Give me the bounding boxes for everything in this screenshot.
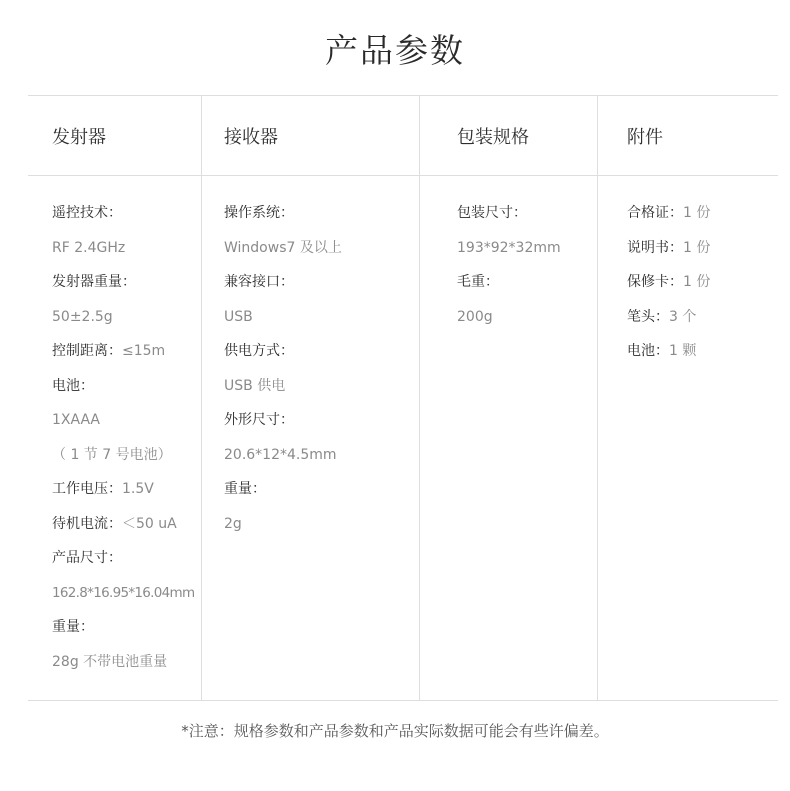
spec-value: RF 2.4GHz — [52, 239, 126, 256]
spec-key: 重量： — [52, 619, 94, 635]
spec-row — [52, 541, 194, 576]
spec-value: USB — [224, 308, 253, 325]
spec-value: USB 供电 — [224, 377, 286, 394]
spec-row — [52, 507, 194, 542]
spec-row — [224, 265, 342, 300]
column-heading-receiver: 接收器 — [224, 127, 278, 148]
spec-key: 电池： — [627, 343, 669, 359]
spec-key: 外形尺寸： — [224, 412, 294, 428]
spec-key: 重量： — [224, 481, 266, 497]
spec-row — [627, 300, 710, 335]
spec-value: 50±2.5g — [52, 308, 113, 325]
column-heading-packaging: 包装规格 — [457, 127, 529, 148]
spec-value: 1XAAA — [52, 412, 101, 428]
spec-value: ＜50 uA — [122, 515, 177, 532]
spec-value: 1 份 — [683, 239, 711, 256]
spec-row — [224, 507, 342, 542]
spec-row — [224, 300, 342, 335]
spec-value: （ 1 节 7 号电池） — [52, 446, 172, 463]
spec-row — [627, 231, 710, 266]
spec-key: 操作系统： — [224, 205, 294, 221]
spec-key: 说明书： — [627, 239, 683, 256]
spec-row — [224, 369, 342, 404]
column-divider — [419, 95, 420, 700]
spec-row — [224, 334, 342, 369]
spec-row — [224, 438, 342, 473]
page-title: 产品参数 — [325, 31, 465, 70]
spec-key: 供电方式： — [224, 343, 294, 359]
spec-row — [52, 334, 194, 369]
spec-value: 1 份 — [683, 274, 711, 290]
spec-row — [52, 369, 194, 404]
spec-key: 产品尺寸： — [52, 550, 122, 566]
disclaimer-note: *注意：规格参数和产品参数和产品实际数据可能会有些许偏差。 — [181, 722, 609, 740]
spec-row — [457, 300, 561, 335]
spec-key: 兼容接口： — [224, 274, 294, 290]
table-top-divider — [28, 95, 778, 96]
spec-row — [224, 472, 342, 507]
spec-key: 电池： — [52, 377, 94, 394]
spec-row — [224, 403, 342, 438]
spec-row — [52, 576, 194, 611]
accessories-spec-list — [627, 196, 710, 369]
spec-row — [52, 438, 194, 473]
spec-key: 控制距离： — [52, 343, 122, 359]
spec-row — [52, 645, 194, 680]
spec-row — [52, 196, 194, 231]
spec-key: 待机电流： — [52, 515, 122, 532]
spec-row — [457, 265, 561, 300]
spec-row — [52, 300, 194, 335]
receiver-spec-list — [224, 196, 342, 541]
spec-value: 193*92*32mm — [457, 239, 561, 256]
spec-value: 20.6*12*4.5mm — [224, 446, 337, 463]
table-bottom-divider — [28, 700, 778, 701]
spec-row — [627, 334, 710, 369]
spec-row — [457, 196, 561, 231]
spec-value: 1 颗 — [669, 343, 697, 359]
column-divider — [201, 95, 202, 700]
packaging-spec-list — [457, 196, 561, 334]
spec-value: 3 个 — [669, 308, 697, 325]
spec-row — [627, 196, 710, 231]
spec-row — [457, 231, 561, 266]
spec-row — [52, 610, 194, 645]
spec-key: 毛重： — [457, 274, 499, 290]
spec-row — [224, 196, 342, 231]
spec-key: 保修卡： — [627, 274, 683, 290]
spec-row — [52, 403, 194, 438]
spec-value: 1.5V — [122, 481, 154, 497]
column-divider — [597, 95, 598, 700]
spec-key: 笔头： — [627, 308, 669, 325]
spec-key: 包装尺寸： — [457, 205, 527, 221]
spec-value: 28g 不带电池重量 — [52, 653, 168, 670]
spec-key: 工作电压： — [52, 481, 122, 497]
spec-row — [52, 265, 194, 300]
spec-row — [224, 231, 342, 266]
spec-value: Windows7 及以上 — [224, 239, 342, 256]
spec-value: 1 份 — [683, 205, 711, 221]
spec-row — [52, 472, 194, 507]
spec-key: 遥控技术： — [52, 205, 122, 221]
spec-key: 发射器重量： — [52, 274, 136, 290]
transmitter-spec-list — [52, 196, 194, 679]
spec-value: ≤15m — [122, 343, 166, 359]
table-header-divider — [28, 175, 778, 176]
spec-value: 2g — [224, 515, 242, 532]
spec-value: 200g — [457, 308, 493, 325]
spec-key: 合格证： — [627, 205, 683, 221]
spec-row — [627, 265, 710, 300]
column-heading-accessories: 附件 — [627, 127, 663, 148]
column-heading-transmitter: 发射器 — [52, 127, 106, 148]
spec-value: 162.8*16.95*16.04mm — [52, 584, 195, 601]
spec-row — [52, 231, 194, 266]
